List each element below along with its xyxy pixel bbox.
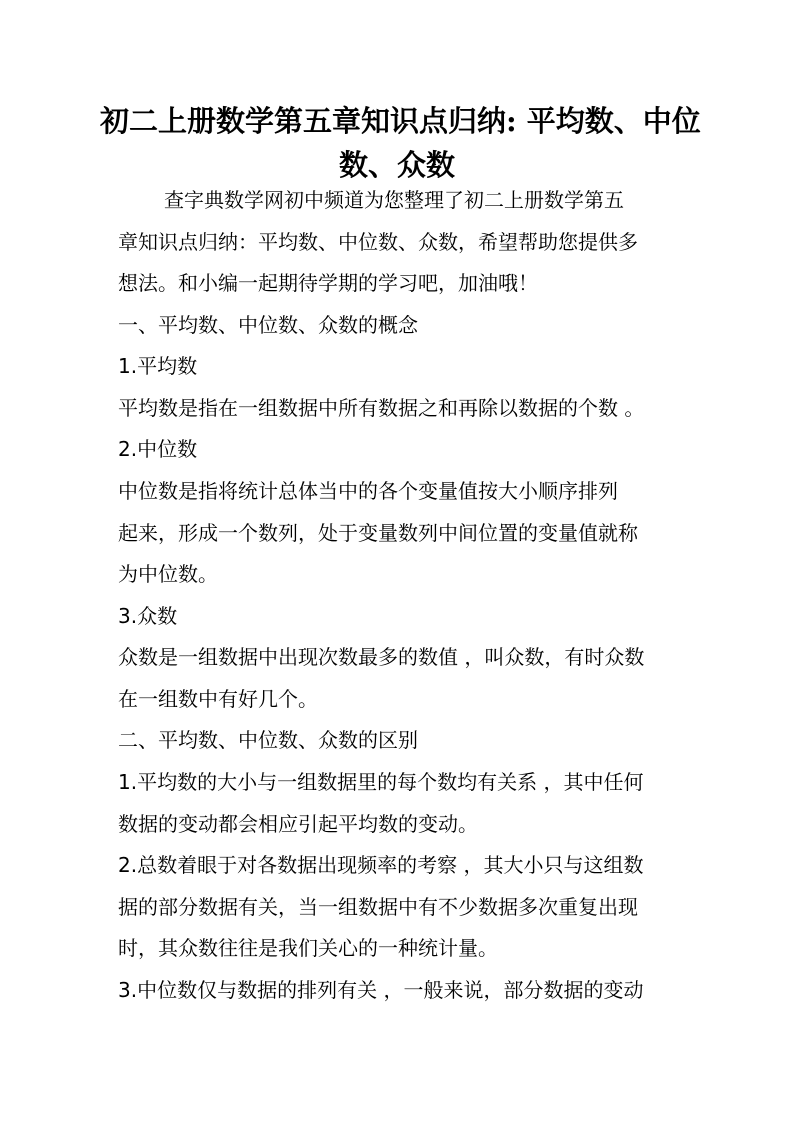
mean-definition-text: 平均数是指在一组数据中所有数据之和再除以数据的个数 。 xyxy=(118,396,645,420)
mode-definition xyxy=(118,637,678,720)
section2-heading xyxy=(118,720,678,762)
section2-heading-text: 二、平均数、中位数、众数的区别 xyxy=(118,728,418,752)
intro-line-3: 想法。和小编一起期待学期的学习吧，加油哦！ xyxy=(118,271,538,295)
intro-paragraph xyxy=(118,180,678,305)
difference-item-1 xyxy=(118,762,678,845)
median-def-line-3: 为中位数。 xyxy=(118,562,218,586)
item1-line-2: 数据的变动都会相应引起平均数的变动。 xyxy=(118,811,478,836)
median-heading-text: 2.中位数 xyxy=(118,437,198,461)
item2-line-1: 2.总数着眼于对各数据出现频率的考察 ，其大小只与这组数 xyxy=(118,853,644,877)
mean-heading xyxy=(118,346,678,388)
document-title xyxy=(100,99,701,187)
intro-line-1: 查字典数学网初中频道为您整理了初二上册数学第五 xyxy=(164,188,624,212)
difference-item-3 xyxy=(118,970,678,1012)
title-line-2: 数、众数 xyxy=(338,148,455,182)
title-line-1: 初二上册数学第五章知识点归纳: 平均数、中位 xyxy=(100,104,701,138)
item1-line-1: 1.平均数的大小与一组数据里的每个数均有关系 ，其中任何 xyxy=(118,770,644,794)
item2-line-3: 时，其众数往往是我们关心的一种统计量。 xyxy=(118,936,498,960)
section1-heading-text: 一、平均数、中位数、众数的概念 xyxy=(118,313,418,337)
section1-heading xyxy=(118,305,678,347)
median-def-line-1: 中位数是指将统计总体当中的各个变量值按大小顺序排列 xyxy=(118,479,618,503)
item2-line-2: 据的部分数据有关，当一组数据中有不少数据多次重复出现 xyxy=(118,894,638,919)
difference-item-2 xyxy=(118,845,678,970)
intro-line-2: 章知识点归纳：平均数、中位数、众数，希望帮助您提供多 xyxy=(118,229,638,254)
mean-definition xyxy=(118,388,678,430)
mode-heading xyxy=(118,596,678,638)
item3-line-1: 3.中位数仅与数据的排列有关 ，一般来说，部分数据的变动 xyxy=(118,978,644,1002)
mean-heading-text: 1.平均数 xyxy=(118,354,198,378)
mode-heading-text: 3.众数 xyxy=(118,604,178,628)
mode-def-line-1: 众数是一组数据中出现次数最多的数值 ，叫众数，有时众数 xyxy=(118,645,645,669)
median-heading xyxy=(118,429,678,471)
mode-def-line-2: 在一组数中有好几个。 xyxy=(118,686,318,711)
median-def-line-2: 起来，形成一个数列，处于变量数列中间位置的变量值就称 xyxy=(118,520,638,545)
median-definition xyxy=(118,471,678,596)
